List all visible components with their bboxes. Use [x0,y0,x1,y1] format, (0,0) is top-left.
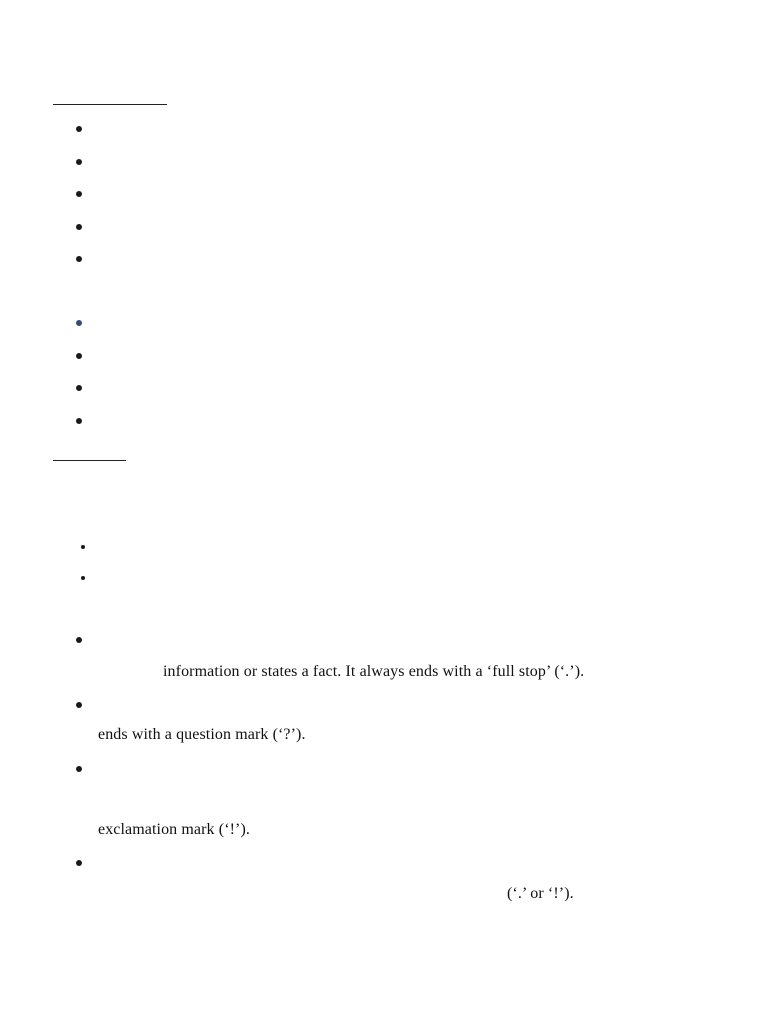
list-item-bullet [76,637,82,643]
declarative-sentence-text: information or states a fact. It always ends with a ‘full stop’ (‘.’). [163,663,585,680]
list-item-bullet [76,320,82,326]
list-item-bullet [76,353,82,359]
list-item-bullet [76,126,82,132]
list-item-bullet [81,576,85,580]
interrogative-sentence-text: ends with a question mark (‘?’). [98,726,306,743]
list-item-bullet [76,418,82,424]
section-1-heading-underline [53,104,167,105]
list-item-bullet [76,385,82,391]
list-item-bullet [81,545,85,549]
list-item-bullet [76,191,82,197]
list-item-bullet [76,159,82,165]
list-item-bullet [76,224,82,230]
imperative-sentence-text: (‘.’ or ‘!’). [507,885,574,902]
list-item-bullet [76,766,82,772]
list-item-bullet [76,702,82,708]
list-item-bullet [76,860,82,866]
section-2-heading-underline [53,460,126,461]
exclamatory-sentence-text: exclamation mark (‘!’). [98,821,251,838]
list-item-bullet [76,256,82,262]
